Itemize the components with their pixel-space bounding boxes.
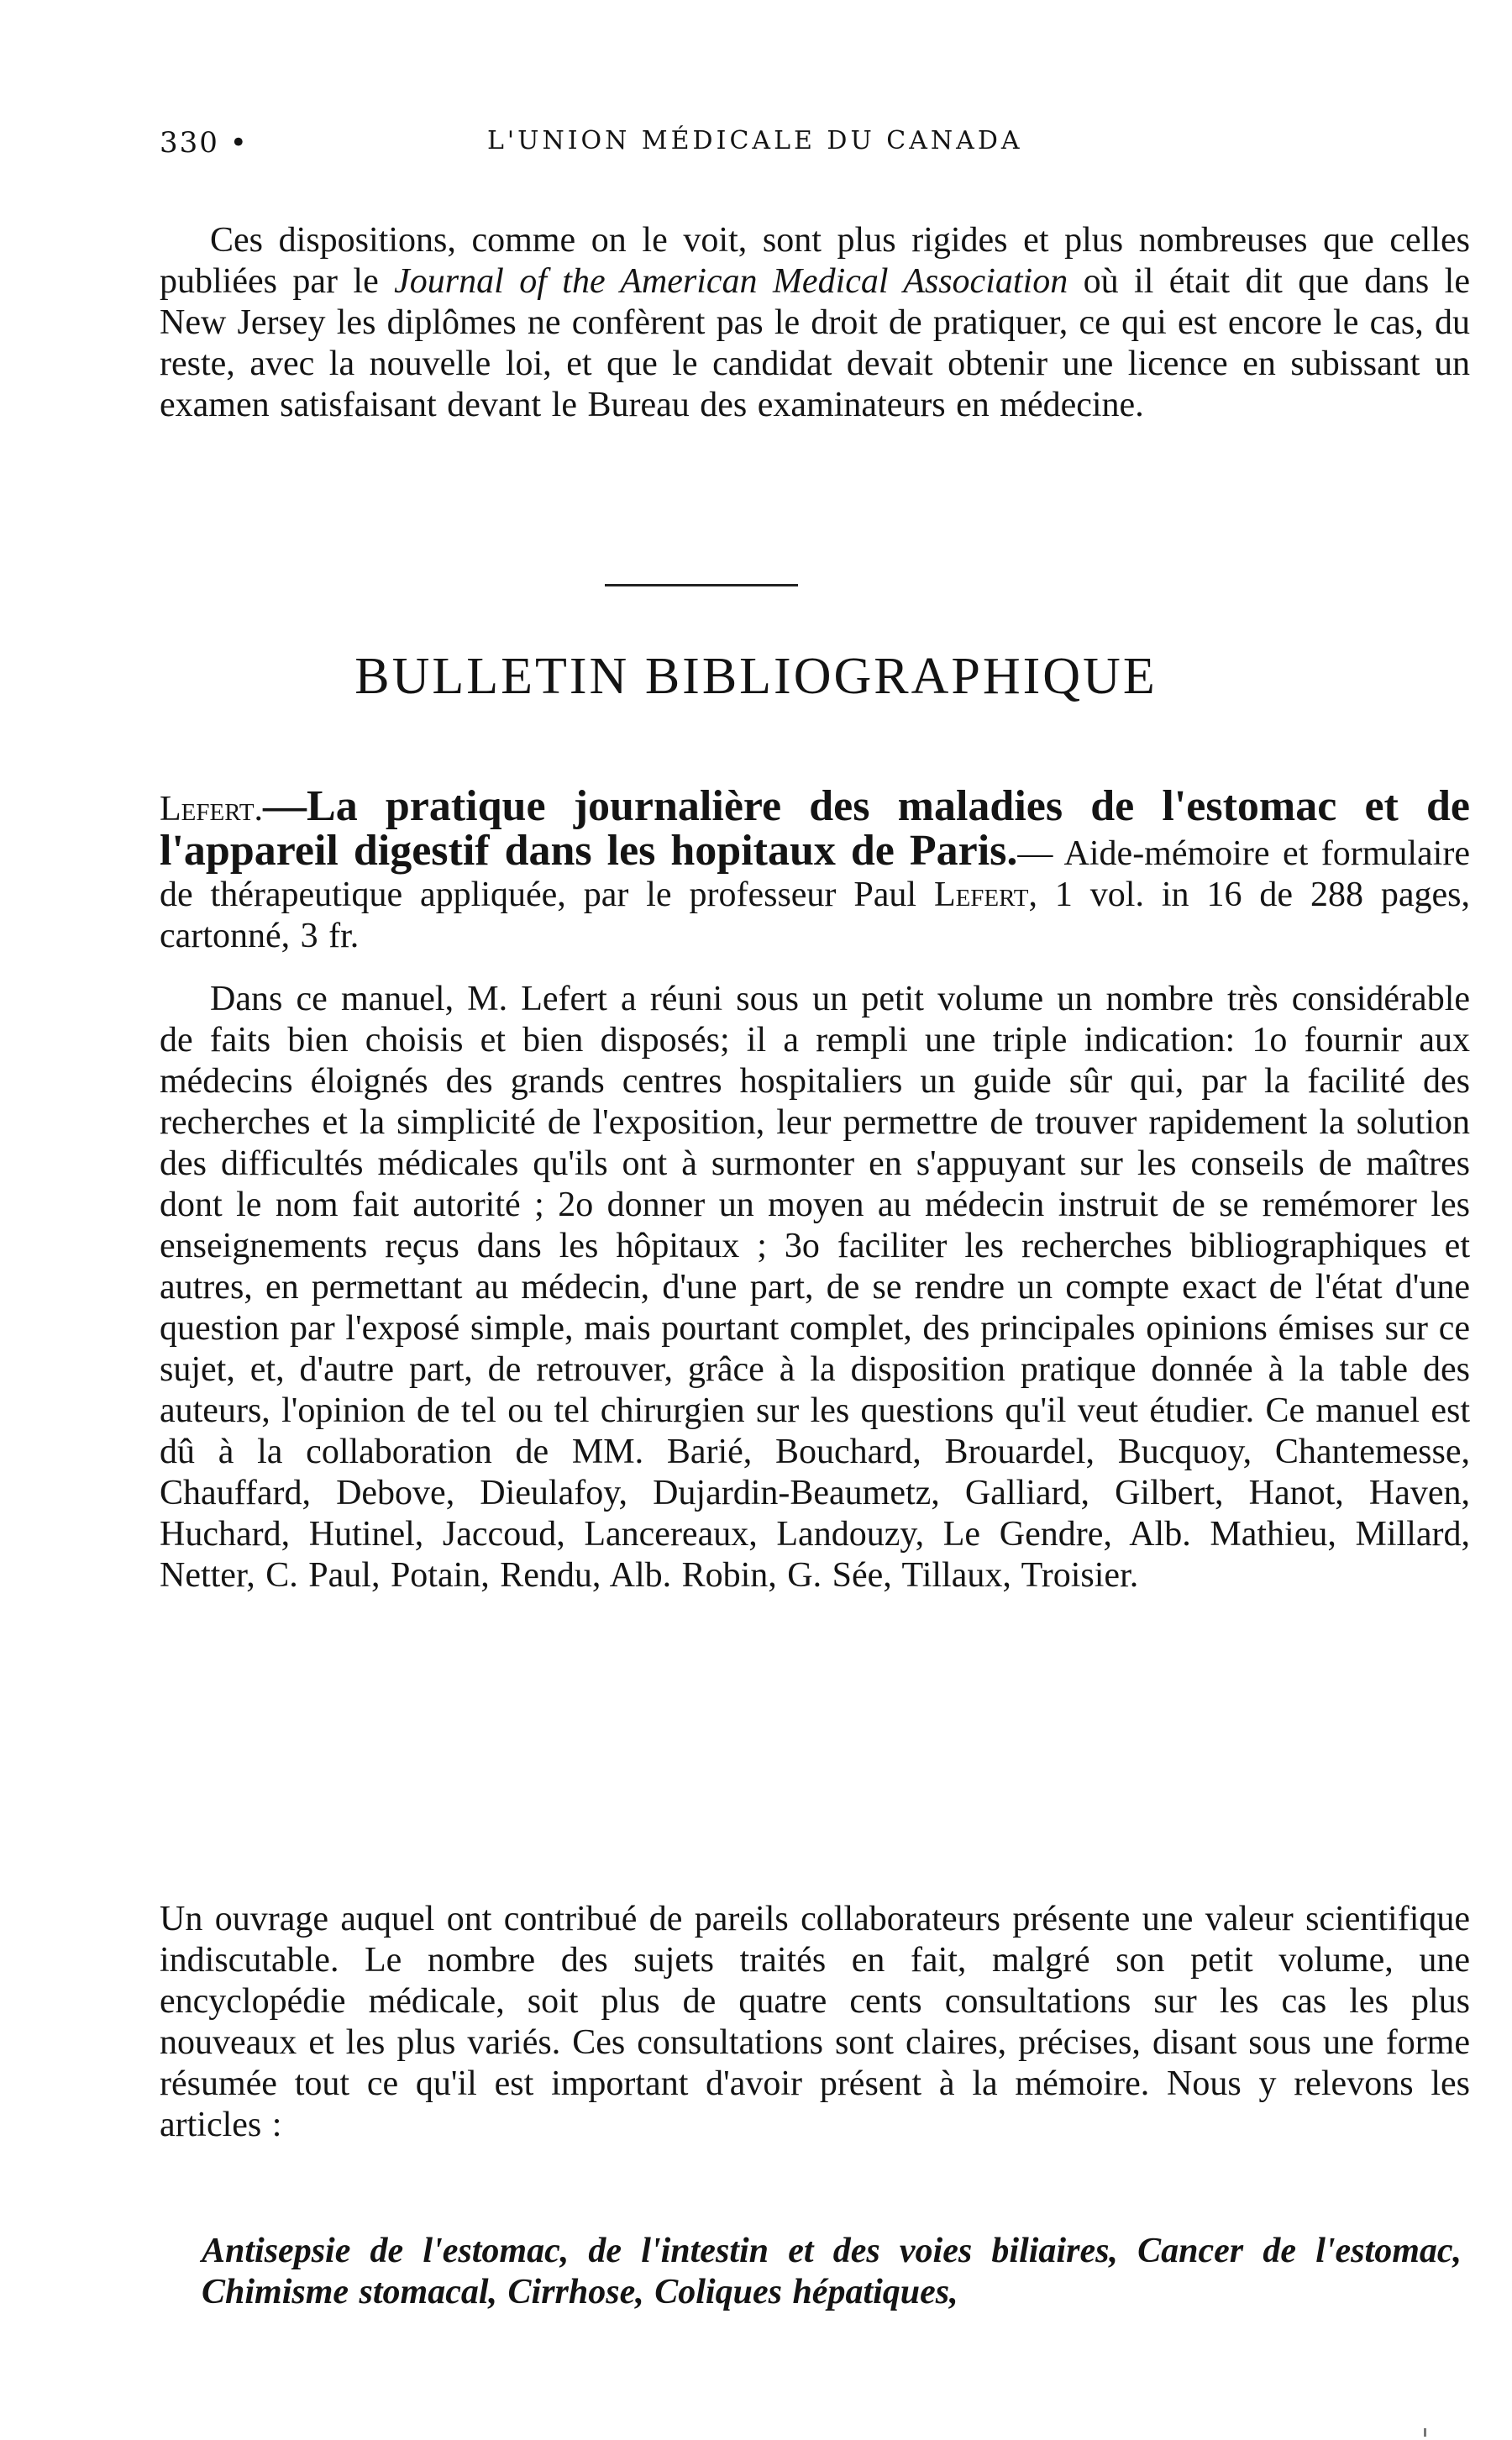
- intro-text-a: Ces dispositions, comme on le voit, sont plus rigides et plus nombreuses que celles publiées par le: [160, 221, 1470, 301]
- section-divider: [605, 584, 798, 586]
- entry-details-b: , 1 vol. in 16 de 288 pages, cartonné, 3 fr.: [160, 876, 1470, 955]
- entry-book-title: La pratique journalière des maladies de l'estomac et de l'appareil digestif dans les hopitaux de Paris.: [160, 782, 1470, 875]
- entry-author: Lefert.: [160, 790, 264, 828]
- entry-details-a: — Aide-mémoire et formulaire de thérapeutique appliquée, par le professeur Paul: [160, 834, 1470, 914]
- page-header: [160, 126, 1453, 176]
- bibliography-entry: [160, 782, 1470, 957]
- articles-line: Antisepsie de l'estomac, de l'intestin et des voies biliaires, Cancer de l'estomac, Chimisme stomacal, Cirrhose, Coliques hépatiques,: [202, 2232, 1462, 2311]
- running-title: L'UNION MÉDICALE DU CANADA: [487, 126, 1023, 155]
- section-title: BULLETIN BIBLIOGRAPHIQUE: [354, 648, 1158, 705]
- scan-mark: [1424, 2428, 1426, 2437]
- page-number: 330 •: [160, 126, 249, 160]
- entry-author-caps: Lefert: [933, 876, 1029, 914]
- review-paragraph: Dans ce manuel, M. Lefert a réuni sous un petit volume un nombre très considérable de faits bien choisis et bien disposés; il a rempli une triple indication: 1o fournir aux médecins éloignés des grands centres hospitaliers un guide sûr qui, par la facilité des recherches et la simplicité de l'exposition, leur permettre de trouver rapidement la solution des difficultés médicales qu'ils ont à surmonter en s'appuyant sur les conseils de maîtres dont le nom fait autorité ; 2o donner un moyen au médecin instruit de se remémorer les enseignements reçus dans les hôpitaux ; 3o faciliter les recherches bibliographiques et autres, en permettant au médecin, d'une part, de se rendre un compte exact de l'état d'une question par l'exposé simple, mais pourtant complet, des principales opinions émises sur ce sujet, et, d'autre part, de retrouver, grâce à la disposition pratique donnée à la table des auteurs, l'opinion de tel ou tel chirurgien sur les questions qu'il veut étudier. Ce manuel est dû à la collaboration de MM. Barié, Bouchard, Brouardel, Bucquoy, Chantemesse, Chauffard, Debove, Dieulafoy, Dujardin-Beaumetz, Galliard, Gilbert, Hanot, Haven, Huchard, Hutinel, Jaccoud, Lancereaux, Landouzy, Le Gendre, Alb. Mathieu, Millard, Netter, C. Paul, Potain, Rendu, Alb. Robin, G. Sée, Tillaux, Troisier.: [160, 980, 1470, 1595]
- intro-text-b: où il était dit que dans le New Jersey les diplômes ne confèrent pas le droit de pratiquer, ce qui est encore le cas, du reste, avec la nouvelle loi, et que le candidat devait obtenir une licence en subissant un examen satisfaisant devant le Bureau des examinateurs en médecine.: [160, 262, 1470, 424]
- value-paragraph: Un ouvrage auquel ont contribué de pareils collaborateurs présente une valeur scientifique indiscutable. Le nombre des sujets traités en fait, malgré son petit volume, une encyclopédie médicale, soit plus de quatre cents consultations sur les cas les plus nouveaux et les plus variés. Ces consultations sont claires, précises, disant sous une forme résumée tout ce qu'il est important d'avoir présent à la mémoire. Nous y relevons les articles :: [160, 1900, 1470, 2144]
- intro-paragraph: [160, 220, 1470, 426]
- entry-dash: —: [263, 782, 307, 830]
- journal-name: Journal of the American Medical Association: [394, 262, 1068, 301]
